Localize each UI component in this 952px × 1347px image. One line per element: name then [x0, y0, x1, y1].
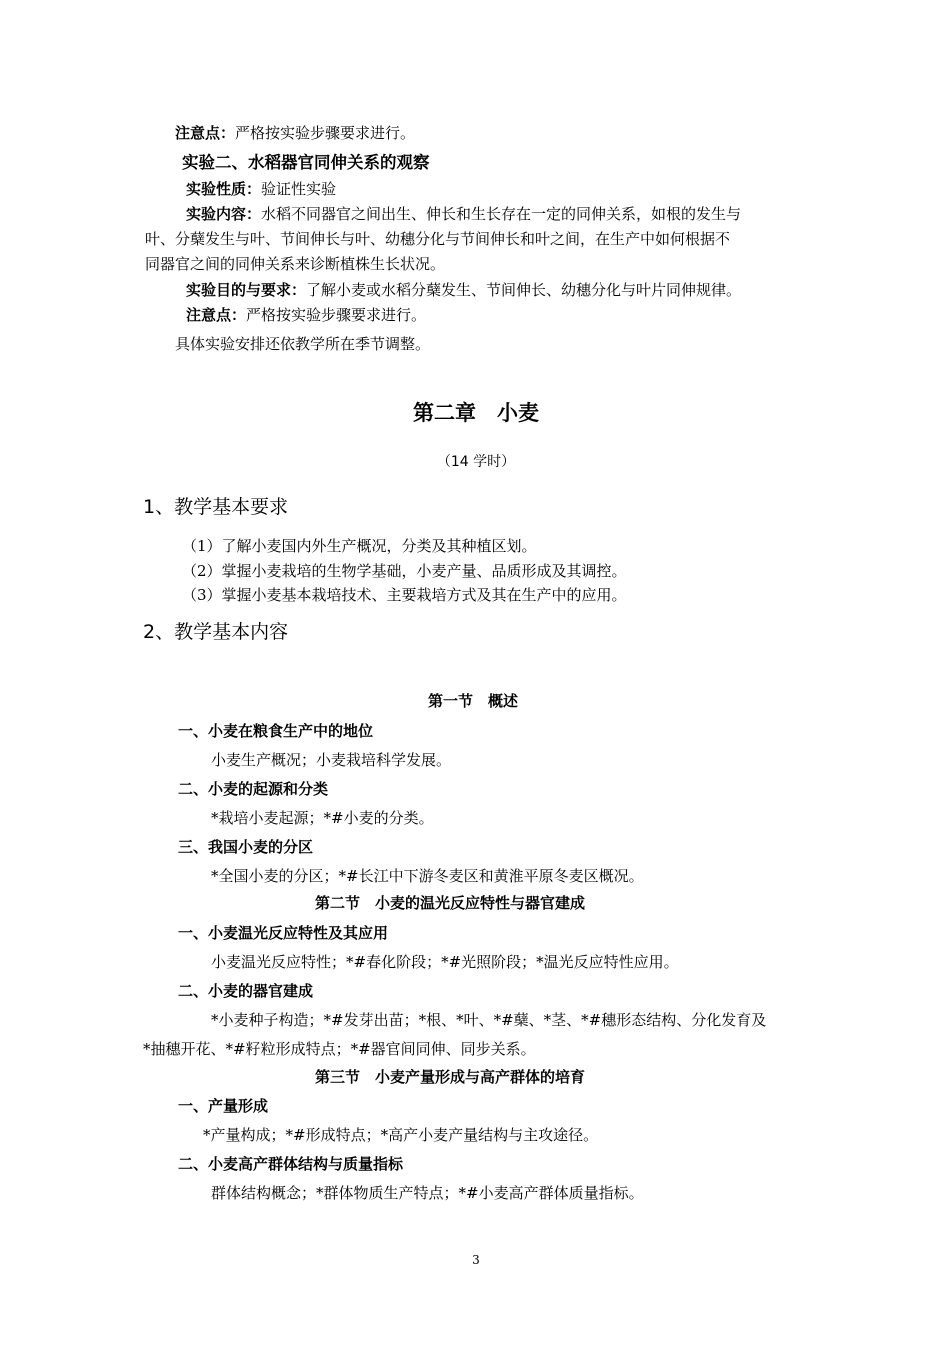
exp1-note-label: 注意点：	[175, 124, 236, 142]
section2-heading-2: 二、小麦的器官建成	[178, 982, 314, 1000]
exp2-note	[186, 308, 426, 323]
chapter-title: 第二章 小麦	[413, 401, 539, 425]
exp2-content-line1	[186, 207, 741, 222]
section2-heading-1: 一、小麦温光反应特性及其应用	[178, 924, 389, 942]
section1-text-1: 小麦生产概况；小麦栽培科学发展。	[211, 751, 452, 769]
exp2-nature	[186, 182, 336, 197]
exp2-note-text: 严格按实验步骤要求进行。	[246, 306, 427, 324]
exp2-content-text-1: 水稻不同器官之间出生、伸长和生长存在一定的同伸关系，如根的发生与	[261, 205, 742, 223]
section3-heading-2: 二、小麦高产群体结构与质量指标	[178, 1155, 404, 1173]
section3-heading-1: 一、产量形成	[178, 1097, 269, 1115]
exp2-title: 实验二、水稻器官同伸关系的观察	[182, 153, 430, 172]
section3-title: 第三节 小麦产量形成与高产群体的培育	[315, 1068, 586, 1086]
exp2-purpose-label: 实验目的与要求：	[186, 281, 307, 299]
section1-text-3: *全国小麦的分区；*#长江中下游冬麦区和黄淮平原冬麦区概况。	[211, 867, 644, 885]
section2-text-2-line2: *抽穗开花、*#籽粒形成特点；*#器官间同伸、同步关系。	[143, 1040, 536, 1058]
section1-heading-3: 三、我国小麦的分区	[178, 838, 314, 856]
exp2-note-label: 注意点：	[186, 306, 247, 324]
exp1-note-text: 严格按实验步骤要求进行。	[235, 124, 416, 142]
section1-title: 第一节 概述	[428, 692, 519, 710]
exp2-purpose-text: 了解小麦或水稻分蘖发生、节间伸长、幼穗分化与叶片同伸规律。	[306, 281, 742, 299]
exp1-note	[175, 126, 415, 141]
page-number: 3	[472, 1253, 480, 1267]
section2-text-2-line1: *小麦种子构造；*#发芽出苗；*根、*叶、*#蘖、*茎、*#穗形态结构、分化发育及	[211, 1011, 767, 1029]
exp2-content-line2: 叶、分蘖发生与叶、节间伸长与叶、幼穗分化与节间伸长和叶之间，在生产中如何根据不	[145, 230, 731, 248]
contents-heading: 2、教学基本内容	[143, 621, 289, 643]
exp2-content-line3: 同器官之间的同伸关系来诊断植株生长状况。	[145, 255, 446, 273]
section1-heading-2: 二、小麦的起源和分类	[178, 780, 329, 798]
exp2-nature-label: 实验性质：	[186, 180, 262, 198]
requirements-heading: 1、教学基本要求	[143, 496, 289, 518]
section3-text-2: 群体结构概念；*群体物质生产特点；*#小麦高产群体质量指标。	[211, 1184, 644, 1202]
section2-text-1: 小麦温光反应特性；*#春化阶段；*#光照阶段；*温光反应特性应用。	[211, 953, 679, 971]
exp2-schedule: 具体实验安排还依教学所在季节调整。	[175, 335, 431, 353]
requirement-item: （2）掌握小麦栽培的生物学基础，小麦产量、品质形成及其调控。	[182, 562, 627, 580]
chapter-hours: （14 学时）	[436, 454, 516, 470]
section2-title: 第二节 小麦的温光反应特性与器官建成	[315, 894, 586, 912]
section1-heading-1: 一、小麦在粮食生产中的地位	[178, 722, 374, 740]
requirement-item: （1）了解小麦国内外生产概况，分类及其种植区划。	[182, 537, 537, 555]
exp2-purpose	[186, 283, 741, 298]
section1-text-2: *栽培小麦起源；*#小麦的分类。	[211, 809, 434, 827]
requirement-item: （3）掌握小麦基本栽培技术、主要栽培方式及其在生产中的应用。	[182, 586, 627, 604]
section3-text-1: *产量构成；*#形成特点；*高产小麦产量结构与主攻途径。	[203, 1126, 599, 1144]
exp2-content-label: 实验内容：	[186, 205, 262, 223]
exp2-nature-text: 验证性实验	[261, 180, 337, 198]
